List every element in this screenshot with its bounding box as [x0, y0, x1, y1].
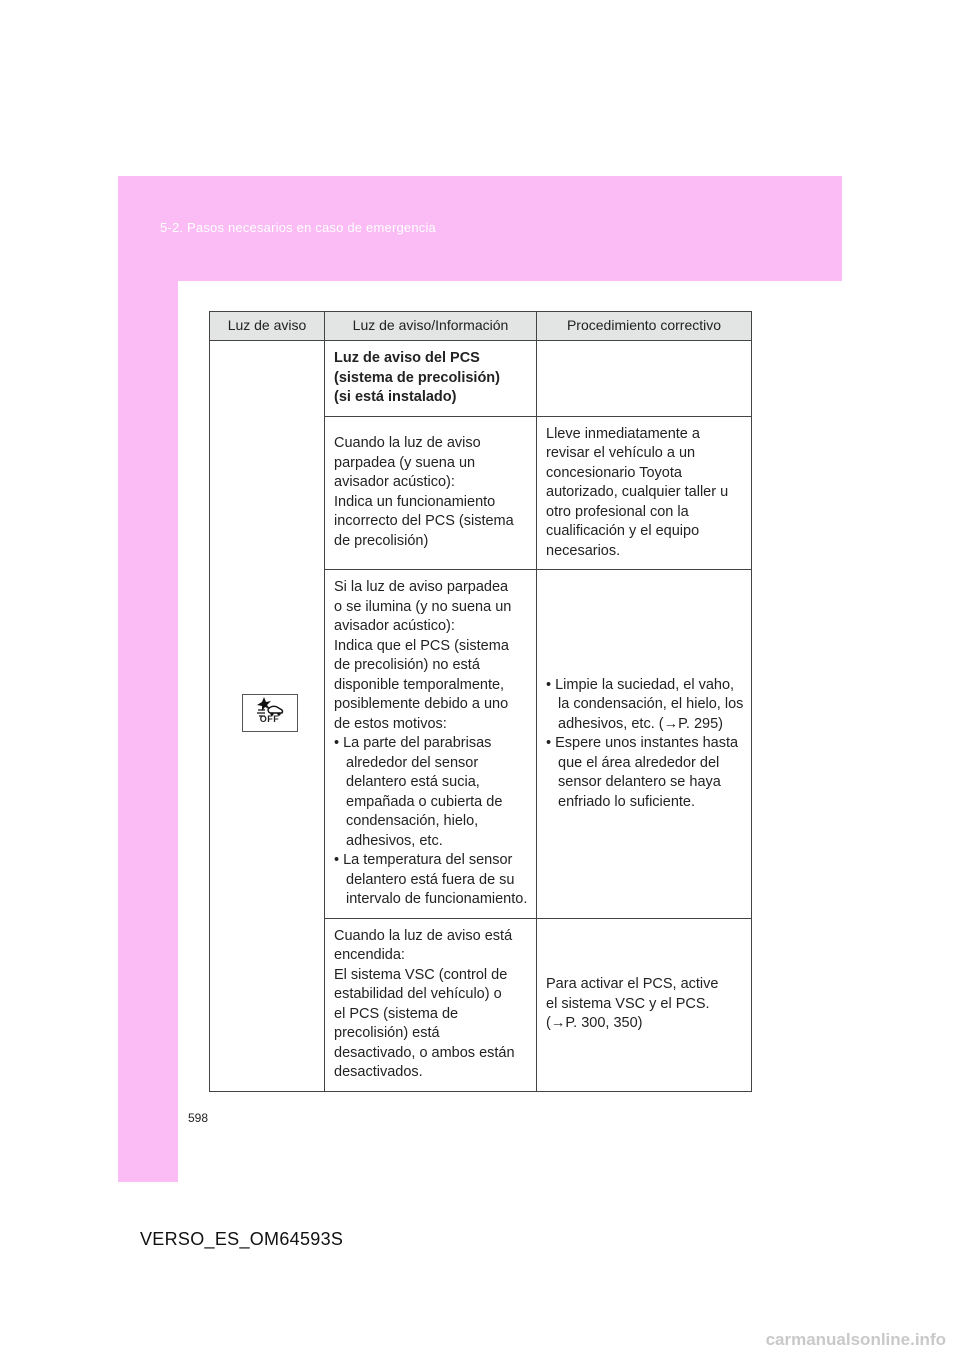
info-cell — [325, 416, 537, 570]
procedure-line: concesionario Toyota — [546, 464, 682, 481]
warning-light-table — [209, 311, 752, 1092]
info-line: desactivado, o ambos están — [334, 1044, 515, 1061]
table-header-row — [210, 312, 752, 341]
procedure-bullet: • Espere unos instantes hasta que el área alrededor del sensor delantero se haya enfriado lo suficiente. — [546, 735, 739, 810]
watermark: carmanualsonline.info — [765, 1330, 946, 1349]
info-line: o se ilumina (y no suena un — [334, 598, 512, 615]
indicator-cell — [210, 341, 325, 1092]
empty-procedure-cell — [537, 341, 752, 417]
info-line: el PCS (sistema de — [334, 1005, 459, 1022]
column-header-warning-light: Luz de aviso — [210, 312, 325, 341]
pcs-title-line: Luz de aviso del PCS — [334, 350, 480, 366]
procedure-cell — [537, 918, 752, 1091]
info-line: parpadea (y suena un — [334, 454, 476, 471]
info-line: posiblemente debido a uno — [334, 696, 509, 712]
info-line: Cuando la luz de aviso está — [334, 927, 513, 944]
info-line: de estos motivos: — [334, 715, 447, 732]
procedure-line: cualificación y el equipo — [546, 523, 700, 539]
pcs-title-line: (si está instalado) — [334, 389, 457, 405]
page-number: 598 — [188, 1111, 209, 1125]
info-line: de precolisión) — [334, 532, 429, 549]
procedure-cell — [537, 416, 752, 570]
info-line: precolisión) está — [334, 1025, 440, 1041]
info-line: El sistema VSC (control de — [334, 966, 508, 983]
column-header-info: Luz de aviso/Información — [325, 312, 537, 341]
info-line: incorrecto del PCS (sistema — [334, 513, 514, 530]
info-line: estabilidad del vehículo) o — [334, 986, 502, 1002]
procedure-cell — [537, 570, 752, 919]
pcs-title-line: (sistema de precolisión) — [334, 369, 500, 386]
procedure-line: necesarios. — [546, 542, 621, 559]
info-line: avisador acústico): — [334, 618, 455, 634]
procedure-line: el sistema VSC y el PCS. — [546, 995, 710, 1012]
info-line: Indica que el PCS (sistema — [334, 637, 509, 654]
document-code: VERSO_ES_OM64593S — [140, 1229, 344, 1249]
info-cell — [325, 570, 537, 919]
procedure-line: revisar el vehículo a un — [546, 445, 696, 461]
indicator-off-label: OFF — [259, 714, 280, 724]
procedure-bullet: • Limpie la suciedad, el vaho, la condensación, el hielo, los adhesivos, etc. (→P. 295) — [546, 676, 744, 732]
info-line: Cuando la luz de aviso — [334, 435, 481, 452]
column-header-procedure: Procedimiento correctivo — [537, 312, 752, 341]
procedure-line: autorizado, cualquier taller u — [546, 484, 729, 500]
info-bullet: • La temperatura del sensor delantero está fuera de su intervalo de funcionamiento. — [334, 852, 528, 907]
pcs-title-cell — [325, 341, 537, 417]
procedure-line: Para activar el PCS, active — [546, 976, 719, 993]
table-row-title — [210, 341, 752, 417]
procedure-line: (→P. 300, 350) — [546, 1015, 643, 1032]
info-line: de precolisión) no está — [334, 657, 480, 673]
info-line: Si la luz de aviso parpadea — [334, 579, 509, 595]
pcs-off-warning-icon — [242, 694, 298, 732]
info-bullet: • La parte del parabrisas alrededor del sensor delantero está sucia, empañada o cubierta de condensación, hielo, adhesivos, etc. — [334, 735, 503, 849]
section-title: 5-2. Pasos necesarios en caso de emergencia — [160, 220, 436, 235]
side-band — [118, 281, 178, 1182]
info-cell — [325, 918, 537, 1091]
info-line: desactivados. — [334, 1064, 423, 1080]
info-line: disponible temporalmente, — [334, 676, 505, 693]
procedure-line: otro profesional con la — [546, 503, 689, 520]
info-line: encendida: — [334, 947, 405, 963]
info-line: Indica un funcionamiento — [334, 493, 496, 510]
procedure-line: Lleve inmediatamente a — [546, 425, 700, 442]
info-line: avisador acústico): — [334, 474, 455, 491]
